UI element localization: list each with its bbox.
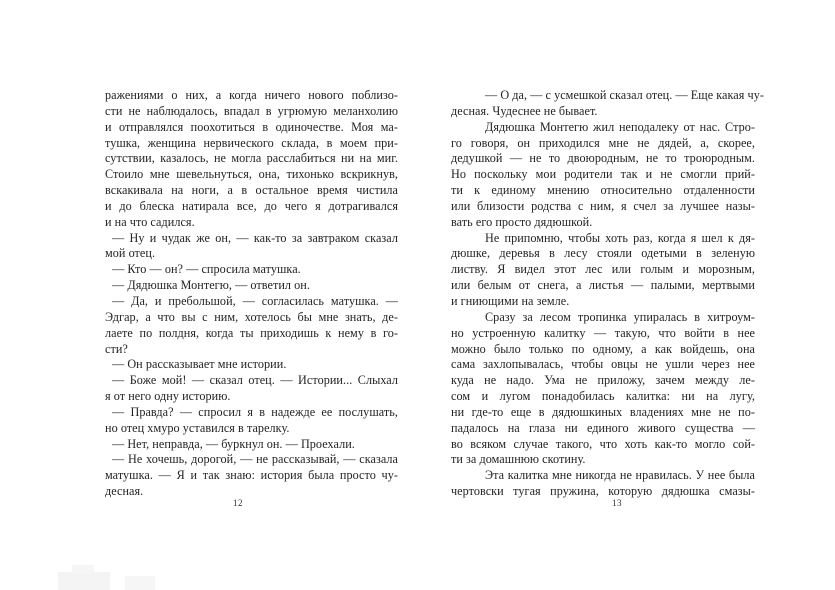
text-line: я от него одну историю.: [105, 389, 231, 404]
text-line: ти за домашнюю скотину.: [451, 452, 586, 467]
text-line: можно было только по одному, а как войдешь, она: [451, 341, 755, 356]
text-line: матушка. — Я и так знаю: история была просто чу-: [105, 468, 398, 483]
text-line: ти к единому мнению относительно отдаленности: [451, 183, 755, 198]
text-line: — Нет, неправда, — буркнул он. — Проехали.: [112, 436, 355, 451]
text-line: — Правда? — спросил я в надежде ее послушать,: [112, 404, 398, 419]
text-line: и на что садился.: [105, 214, 195, 229]
text-line: сти не наблюдалось, впадал в угрюмую меланхолию: [105, 103, 398, 118]
scan-watermark-shape: [125, 576, 155, 590]
text-line: или близости родства с ним, я счел за лучшее назы-: [451, 198, 755, 213]
text-line: дедушкой — не то двоюродным, не то троюродным.: [451, 151, 755, 166]
text-line: — Боже мой! — сказал отец. — Истории... Слыхал: [112, 373, 398, 388]
text-line: листву. Я видел этот лес или голым и морозным,: [451, 262, 755, 277]
text-line: — Кто — он? — спросила матушка.: [112, 262, 301, 277]
text-line: куда не надо. Ума не приложу, зачем между ле-: [451, 373, 755, 388]
page-right-number: 13: [612, 498, 622, 508]
text-line: десная.: [105, 484, 144, 499]
text-line: и до блеска натирала все, до чего я дотрагивался: [105, 198, 398, 213]
page-right-text: [451, 88, 764, 500]
text-line: Эта калитка мне никогда не нравилась. У нее была: [485, 468, 755, 483]
text-line: но устроенную калитку — такую, что войти в нее: [451, 325, 755, 340]
text-line: вскакивала на ноги, а в остальное время чистила: [105, 183, 398, 198]
text-line: десная. Чудеснее не бывает.: [451, 103, 598, 118]
scan-watermark-shape: [72, 565, 94, 574]
page-left-number: 12: [233, 498, 243, 508]
text-line: вать его просто дядюшкой.: [451, 214, 593, 229]
text-line: Не припомню, чтобы хоть раз, когда я шел к дя-: [485, 230, 755, 245]
text-line: Стоило мне шевельнуться, она, тихонько вскрикнув,: [105, 167, 398, 182]
text-line: Сразу за лесом тропинка упиралась в хитроум-: [485, 309, 755, 324]
text-line: ражениями о них, а когда ничего нового поблизо-: [105, 88, 398, 102]
text-line: сама захлопывалась, чтобы овцы не ушли через нее: [451, 357, 755, 372]
text-line: лаете по полдня, когда ты приходишь к нему в го-: [105, 325, 398, 340]
text-line: ни где-то еще в дядюшкиных владениях мне не по-: [451, 404, 755, 419]
text-line: сом и лугом понадобилась калитка: ни на лугу,: [451, 389, 755, 404]
text-line: чертовски тугая пружина, которую дядюшка смазы-: [451, 484, 755, 499]
page-left-text: [105, 88, 398, 500]
text-line: но отец хмуро уставился в тарелку.: [105, 420, 290, 435]
text-line: Дядюшка Монтегю жил неподалеку от нас. Стро-: [485, 119, 755, 134]
text-line: сти?: [105, 341, 128, 356]
text-line: Но поскольку мои родители так и не смогли прий-: [451, 167, 755, 182]
text-line: — Не хочешь, дорогой, — не рассказывай, — сказала: [112, 452, 398, 467]
text-line: во всяком случае такого, что хоть как-то могло сой-: [451, 436, 755, 451]
text-line: сутствии, казалось, не могла расслабиться ни на миг.: [105, 151, 398, 166]
text-line: и гниющими на земле.: [451, 293, 570, 308]
scan-watermark: [25, 562, 165, 590]
text-line: го говоря, он приходился мне не дядей, а, скорее,: [451, 135, 755, 150]
text-line: Эдгар, а что вы с ним, хотелось бы мне знать, де-: [105, 309, 398, 324]
text-line: или белым от снега, а листья — палыми, мертвыми: [451, 278, 755, 293]
text-line: и отправлялся поохотиться в одиночестве. Моя ма-: [105, 119, 398, 134]
text-line: мой отец.: [105, 246, 156, 261]
text-line: — О да, — с усмешкой сказал отец. — Еще какая чу-: [485, 88, 764, 102]
text-line: падалось на глаза ни единого живого существа —: [451, 420, 755, 435]
text-line: — Он рассказывает мне истории.: [112, 357, 287, 372]
scan-watermark-shape: [58, 572, 110, 590]
text-line: дюшке, деревья в лесу стояли одетыми в зеленую: [451, 246, 755, 261]
text-line: тушка, женщина нервического склада, в моем при-: [105, 135, 398, 150]
text-line: — Ну и чудак же он, — как-то за завтраком сказал: [112, 230, 398, 245]
text-line: — Да, и пребольшой, — согласилась матушка. —: [112, 293, 398, 308]
text-line: — Дядюшка Монтегю, — ответил он.: [112, 278, 310, 293]
